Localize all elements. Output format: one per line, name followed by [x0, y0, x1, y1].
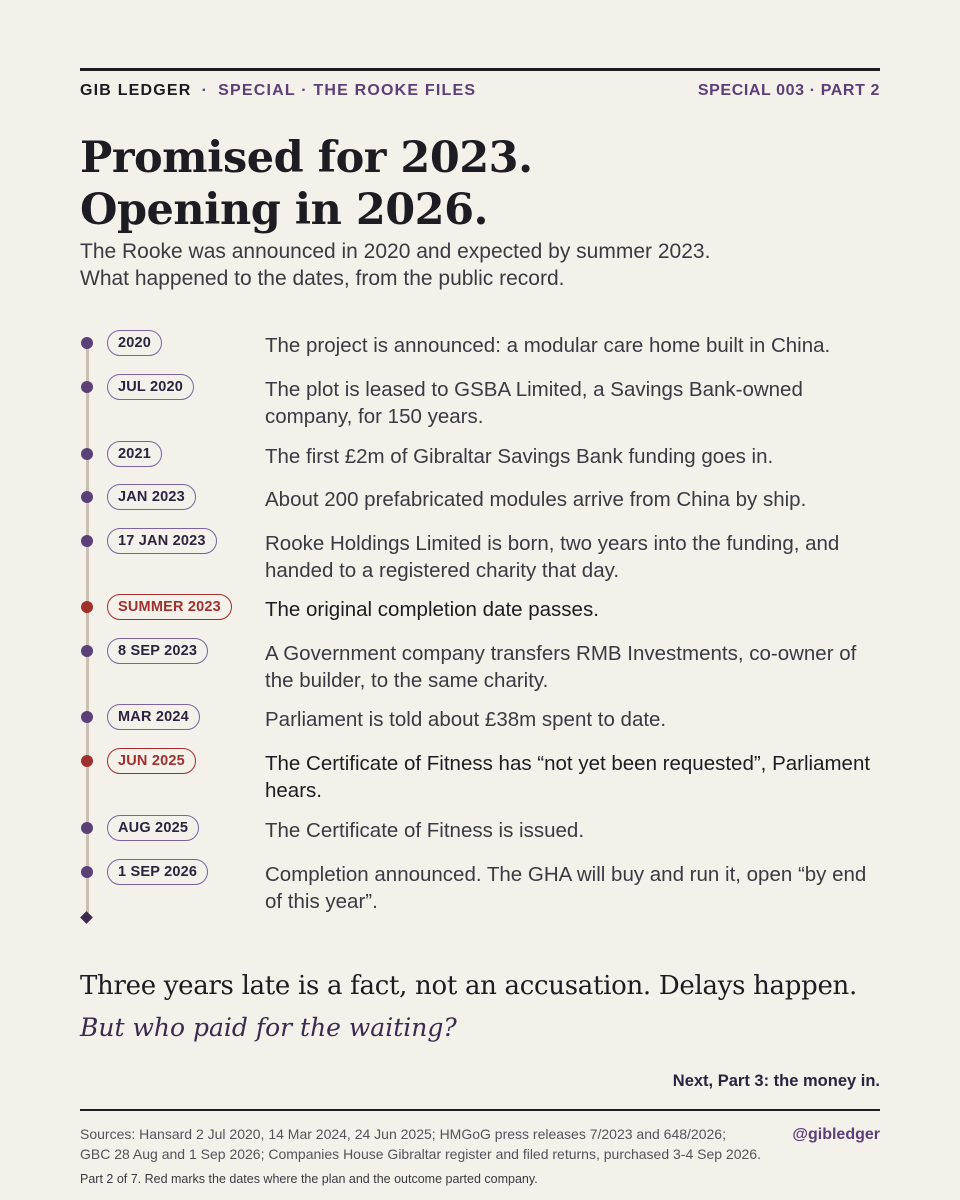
footnote: Part 2 of 7. Red marks the dates where the plan and the outcome parted company.	[80, 1172, 538, 1186]
pullquote-question: But who paid for the waiting?	[80, 1013, 457, 1042]
event-description: The project is announced: a modular care home built in China.	[265, 334, 831, 357]
title-line-1: Promised for 2023.	[80, 133, 533, 183]
timeline-node	[81, 755, 93, 767]
timeline-node	[81, 448, 93, 460]
page-title	[80, 132, 880, 236]
date-pill: 1 SEP 2026	[107, 859, 208, 885]
pullquote-statement: Three years late is a fact, not an accusation. Delays happen.	[80, 971, 857, 1001]
brand-name: GIB LEDGER	[80, 82, 192, 99]
bottom-rule	[80, 1109, 880, 1111]
timeline	[80, 325, 880, 925]
date-pill: MAR 2024	[107, 704, 200, 730]
event-description: The Certificate of Fitness has “not yet been requested”, Parliament hears.	[265, 752, 871, 802]
date-pill: JUN 2025	[107, 748, 196, 774]
subtitle-line-2: What happened to the dates, from the public record.	[80, 267, 565, 290]
date-pill: SUMMER 2023	[107, 594, 232, 620]
timeline-node	[81, 535, 93, 547]
top-rule	[80, 68, 880, 71]
event-description: The Certificate of Fitness is issued.	[265, 819, 585, 842]
next-part-teaser: Next, Part 3: the money in.	[672, 1072, 880, 1090]
event-description: The first £2m of Gibraltar Savings Bank funding goes in.	[265, 445, 774, 468]
timeline-node	[81, 381, 93, 393]
date-pill: JUL 2020	[107, 374, 194, 400]
date-pill: 2021	[107, 441, 162, 467]
event-description: The plot is leased to GSBA Limited, a Savings Bank-owned company, for 150 years.	[265, 378, 803, 428]
event-description: The original completion date passes.	[265, 598, 599, 621]
subtitle	[80, 238, 880, 292]
date-pill: AUG 2025	[107, 815, 199, 841]
issue-label: SPECIAL 003 · PART 2	[697, 82, 880, 99]
sources-line-1: Sources: Hansard 2 Jul 2020, 14 Mar 2024, 24 Jun 2025; HMGoG press releases 7/2023 and 648/2026;	[80, 1126, 726, 1142]
infographic-page	[80, 0, 880, 1200]
date-pill: JAN 2023	[107, 484, 196, 510]
masthead	[80, 82, 880, 102]
timeline-node	[81, 491, 93, 503]
event-description: Parliament is told about £38m spent to date.	[265, 708, 667, 731]
event-description: Rooke Holdings Limited is born, two years into the funding, and handed to a registered charity that day.	[265, 532, 840, 582]
timeline-node	[81, 645, 93, 657]
masthead-separator: ·	[201, 82, 209, 99]
timeline-node	[81, 711, 93, 723]
date-pill: 8 SEP 2023	[107, 638, 208, 664]
timeline-node	[81, 337, 93, 349]
timeline-end-diamond-icon	[80, 911, 93, 924]
event-description: A Government company transfers RMB Investments, co-owner of the builder, to the same charity.	[265, 642, 857, 692]
title-line-2: Opening in 2026.	[80, 185, 488, 235]
event-description: Completion announced. The GHA will buy and run it, open “by end of this year”.	[265, 863, 867, 913]
date-pill: 2020	[107, 330, 162, 356]
timeline-node	[81, 601, 93, 613]
social-handle: @gibledger	[792, 1126, 880, 1143]
subtitle-line-1: The Rooke was announced in 2020 and expected by summer 2023.	[80, 240, 711, 263]
sources	[80, 1124, 780, 1164]
date-pill: 17 JAN 2023	[107, 528, 217, 554]
section-label: SPECIAL · THE ROOKE FILES	[218, 82, 477, 99]
sources-line-2: GBC 28 Aug and 1 Sep 2026; Companies House Gibraltar register and filed returns, purchased 3-4 Sep 2026.	[80, 1146, 761, 1162]
event-description: About 200 prefabricated modules arrive from China by ship.	[265, 488, 807, 511]
timeline-node	[81, 822, 93, 834]
timeline-node	[81, 866, 93, 878]
